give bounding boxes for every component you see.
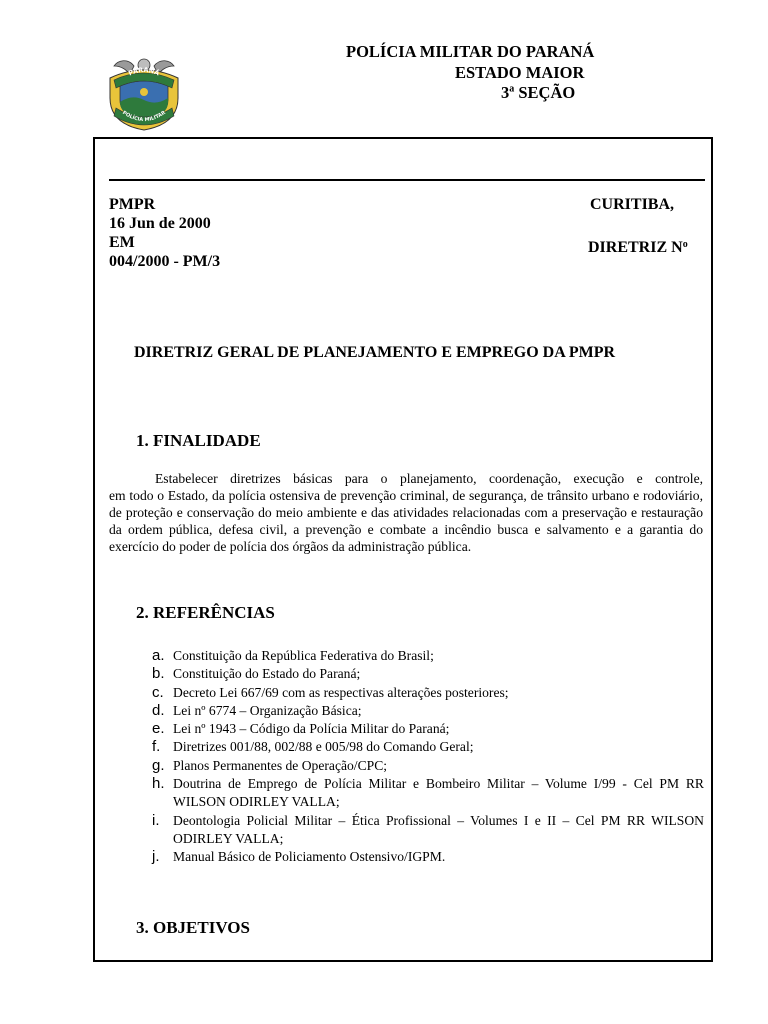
section-heading-referencias: 2. REFERÊNCIAS bbox=[136, 603, 275, 622]
header-section: 3$^a$ SEÇÃO bbox=[501, 83, 576, 102]
pmpr-coat-of-arms-logo bbox=[104, 56, 184, 132]
reference-item: i. Deontologia Policial Militar – Ética Profissional – Volumes I e II – Cel PM RR WILSON ODIRLEY VALLA; bbox=[152, 811, 704, 846]
meta-line: PMPR bbox=[109, 196, 156, 213]
svg-text:POLÍCIA MILITAR: POLÍCIA MILITAR bbox=[121, 109, 167, 124]
paragraph-first-line: Estabelecer diretrizes básicas para o planejamento, coordenação, execução e controle, bbox=[155, 471, 703, 486]
header-rule bbox=[109, 179, 705, 181]
section-heading-finalidade: 1. FINALIDADE bbox=[136, 431, 261, 450]
paragraph-rest: em todo o Estado, da polícia ostensiva de prevenção criminal, de segurança, de trânsito urbano e rodoviário, de proteção e conservação do meio ambiente e das atividades relacionadas com a preservação e restauração da ordem pública, defesa civil, a prevenção e combate a incêndio busca e salvamento e a garantia do exercício do poder de polícia dos órgãos da administração pública. bbox=[109, 488, 703, 554]
header-institution: POLÍCIA MILITAR DO PARANÁ bbox=[346, 42, 595, 61]
document-title: DIRETRIZ GERAL DE PLANEJAMENTO E EMPREGO DA PMPR bbox=[134, 344, 616, 361]
reference-item: b. Constituição do Estado do Paraná; bbox=[152, 665, 361, 683]
reference-item: h. Doutrina de Emprego de Polícia Militar e Bombeiro Militar – Volume I/99 - Cel PM RR WILSON ODIRLEY VALLA; bbox=[152, 775, 704, 810]
reference-item: a. Constituição da República Federativa do Brasil; bbox=[152, 647, 434, 664]
reference-item: f. Diretrizes 001/88, 002/88 e 005/98 do Comando Geral; bbox=[152, 738, 474, 756]
reference-item: j. Manual Básico de Policiamento Ostensivo/IGPM. bbox=[152, 848, 446, 866]
meta-line: EM bbox=[109, 234, 135, 251]
reference-item: e. Lei nº 1943 – Código da Polícia Militar do Paraná; bbox=[152, 720, 450, 738]
section-paragraph-finalidade bbox=[109, 470, 703, 555]
meta-line: 16 Jun de 2000 bbox=[109, 215, 211, 232]
city-label: CURITIBA, bbox=[590, 196, 675, 213]
reference-item: d. Lei nº 6774 – Organização Básica; bbox=[152, 701, 362, 719]
meta-line: 004/2000 - PM/3 bbox=[109, 253, 221, 270]
section-heading-objetivos: 3. OBJETIVOS bbox=[136, 918, 250, 937]
references-list bbox=[152, 647, 704, 867]
svg-text:PARANÁ: PARANÁ bbox=[127, 65, 161, 78]
document-metadata bbox=[109, 195, 220, 271]
header-department: ESTADO MAIOR bbox=[455, 63, 585, 82]
reference-item: c. Decreto Lei 667/69 com as respectivas alterações posteriores; bbox=[152, 683, 509, 701]
reference-item: g. Planos Permanentes de Operação/CPC; bbox=[152, 756, 388, 774]
directive-number-label: DIRETRIZ $N^o$ bbox=[588, 239, 688, 256]
